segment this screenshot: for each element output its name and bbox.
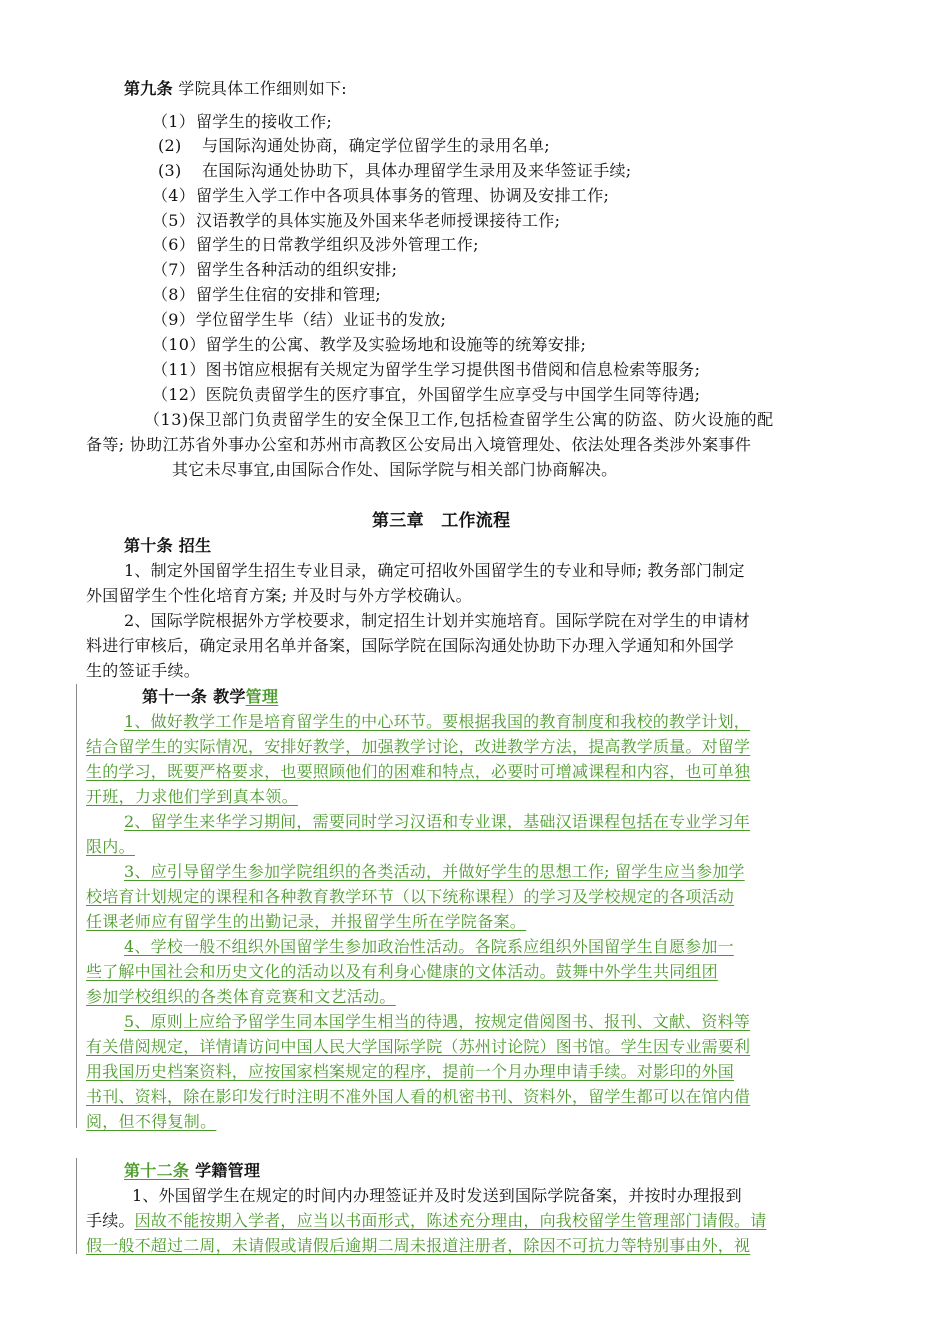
article10-p2-line3: 生的签证手续。 — [86, 661, 201, 680]
article11-p4-line3: 参加学校组织的各类体育竞赛和文艺活动。 — [86, 987, 396, 1006]
article11-p5-line4: 书刊、资料，除在影印发行时注明不准外国人看的机密书刊、资料外，留学生都可以在馆内借 — [86, 1087, 751, 1106]
article9-item-8: （8）留学生住宿的安排和管理; — [152, 285, 381, 304]
article10-p2-line2: 料进行审核后，确定录用名单并备案，国际学院在国际沟通处协助下办理入学通知和外国学 — [86, 636, 735, 655]
article10-heading: 第十条 招生 — [124, 536, 212, 555]
article11-p1-line1: 1、做好教学工作是培育留学生的中心环节。要根据我国的教育制度和我校的教学计划， — [124, 712, 750, 731]
article9-item-5: （5）汉语教学的具体实施及外国来华老师授课接待工作; — [152, 211, 561, 230]
article10-p1-line2: 外国留学生个性化培育方案; 并及时与外方学校确认。 — [86, 586, 472, 605]
article9-heading: 第九条 — [124, 79, 173, 98]
article9-item-1: （1）留学生的接收工作; — [152, 112, 333, 131]
article11-p3-line3: 任课老师应有留学生的出勤记录，并报留学生所在学院备案。 — [86, 912, 527, 931]
article11-p5-line2: 有关借阅规定，详情请访问中国人民大学国际学院（苏州讨论院）图书馆。学生因专业需要利 — [86, 1037, 751, 1056]
article9-item-12: （12）医院负责留学生的医疗事宜，外国留学生应享受与中国学生同等待遇; — [152, 385, 701, 404]
article12-p1-line1: 1、外国留学生在规定的时间内办理签证并及时发送到国际学院备案，并按时办理报到 — [132, 1186, 742, 1205]
article9-item-3: (3) 在国际沟通处协助下，具体办理留学生录用及来华签证手续; — [158, 161, 632, 180]
article11-p3-line2: 校培育计划规定的课程和各种教育教学环节（以下统称课程）的学习及学校规定的各项活动 — [86, 887, 735, 906]
article9-item-6: （6）留学生的日常教学组织及涉外管理工作; — [152, 235, 479, 254]
revision-bar-article12 — [76, 1158, 77, 1254]
article11-p4-line1: 4、学校一般不组织外国留学生参加政治性活动。各院系应组织外国留学生自愿参加一 — [124, 937, 734, 956]
article12-p1-line2-plain: 手续。 — [86, 1211, 135, 1230]
revision-bar-article11 — [76, 684, 77, 1128]
article11-p5-line3: 用我国历史档案资料，应按国家档案规定的程序，提前一个月办理申请手续。对影印的外国 — [86, 1062, 735, 1081]
article11-heading-revised: 管理 — [245, 687, 279, 706]
article12-heading-line — [124, 1160, 260, 1182]
article11-p5-line1: 5、原则上应给予留学生同本国学生相当的待遇，按规定借阅图书、报刊、文献、资料等 — [124, 1012, 750, 1031]
article9-heading-line — [124, 78, 347, 100]
article12-heading-revised: 第十二条 — [124, 1161, 190, 1180]
article11-p3-line1: 3、应引导留学生参加学院组织的各类活动，并做好学生的思想工作; 留学生应当参加学 — [124, 862, 745, 881]
article12-p1-line3: 假一般不超过二周，未请假或请假后逾期二周未报道注册者，除因不可抗力等特别事由外，视 — [86, 1236, 751, 1255]
article11-p1-line4: 开班，力求他们学到真本领。 — [86, 787, 298, 806]
article10-p2-line1: 2、国际学院根据外方学校要求，制定招生计划并实施培育。国际学院在对学生的申请材 — [124, 611, 750, 630]
article9-closing: 其它未尽事宜,由国际合作处、国际学院与相关部门协商解决。 — [172, 460, 618, 479]
article12-p1-line2 — [86, 1210, 766, 1232]
article11-p2-line1: 2、留学生来华学习期间，需要同时学习汉语和专业课，基础汉语课程包括在专业学习年 — [124, 812, 750, 831]
article11-p1-line3: 生的学习，既要严格要求，也要照顾他们的困难和特点，必要时可增减课程和内容，也可单独 — [86, 762, 751, 781]
article9-item-11: （11）图书馆应根据有关规定为留学生学习提供图书借阅和信息检索等服务; — [152, 360, 701, 379]
article9-item-9: （9）学位留学生毕（结）业证书的发放; — [152, 310, 447, 329]
article11-heading: 第十一条 教学 — [142, 687, 246, 706]
article10-p1-line1: 1、制定外国留学生招生专业目录，确定可招收外国留学生的专业和导师; 教务部门制定 — [124, 561, 745, 580]
article9-item-4: （4）留学生入学工作中各项具体事务的管理、协调及安排工作; — [152, 186, 610, 205]
article11-p4-line2: 些了解中国社会和历史文化的活动以及有利身心健康的文体活动。鼓舞中外学生共同组团 — [86, 962, 718, 981]
article9-intro: 学院具体工作细则如下: — [178, 79, 347, 98]
article11-p5-line5: 阅，但不得复制。 — [86, 1112, 217, 1131]
article9-item-7: （7）留学生各种活动的组织安排; — [152, 260, 398, 279]
article9-item-2: (2) 与国际沟通处协商，确定学位留学生的录用名单; — [158, 136, 550, 155]
article9-item-10: （10）留学生的公寓、教学及实验场地和设施等的统筹安排; — [152, 335, 587, 354]
article11-p2-line2: 限内。 — [86, 837, 135, 856]
article11-p1-line2: 结合留学生的实际情况，安排好教学，加强教学讨论，改进教学方法，提高教学质量。对留学 — [86, 737, 751, 756]
article12-heading: 学籍管理 — [195, 1161, 261, 1180]
article12-p1-line2-revised: 因故不能按期入学者，应当以书面形式，陈述充分理由，向我校留学生管理部门请假。请 — [134, 1211, 767, 1230]
chapter3-title: 第三章 工作流程 — [372, 511, 511, 531]
article11-heading-line — [142, 686, 278, 708]
article9-item-13-line1: （13)保卫部门负责留学生的安全保卫工作,包括检查留学生公寓的防盗、防火设施的配 — [144, 410, 774, 429]
article9-item-13-line2: 备等; 协助江苏省外事办公室和苏州市高教区公安局出入境管理处、依法处理各类涉外案事件 — [86, 435, 752, 454]
